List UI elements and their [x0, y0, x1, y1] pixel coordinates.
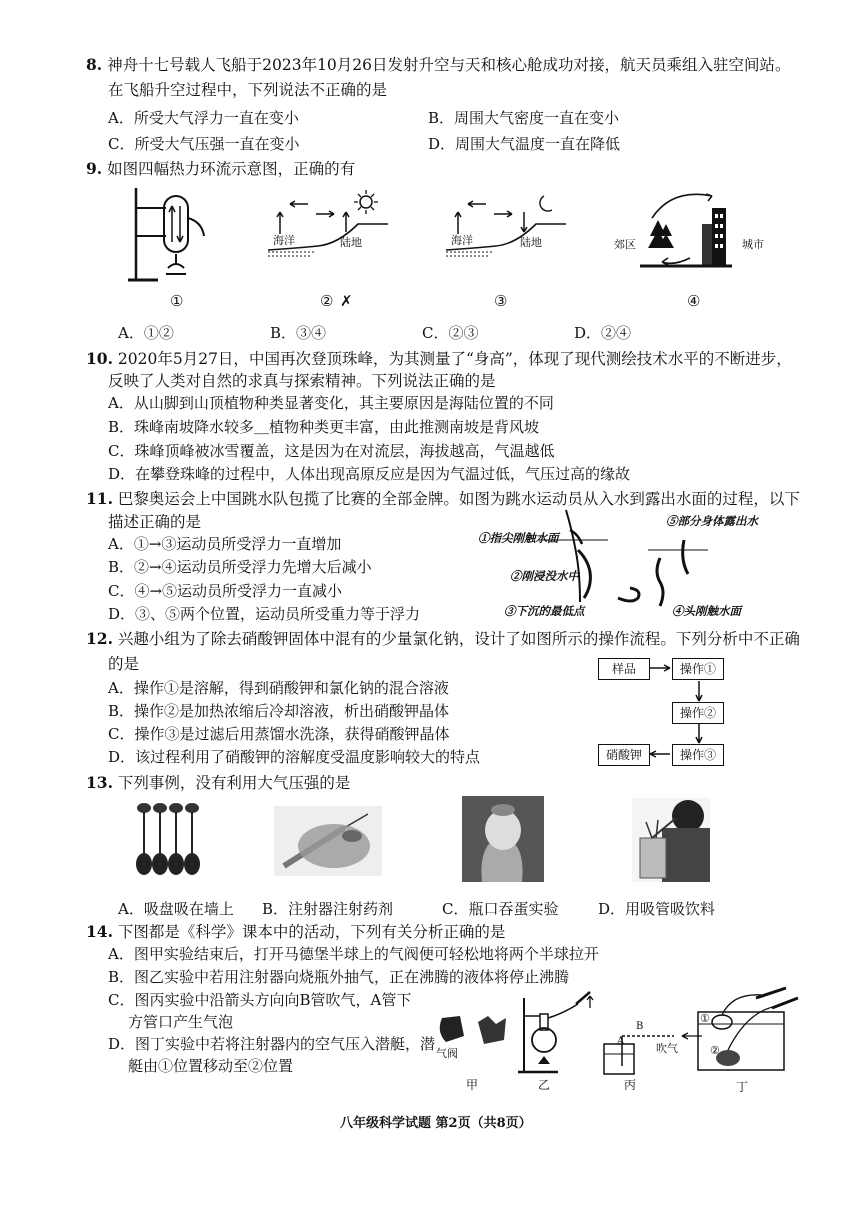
- q9-text: 9. 如图四幅热力环流示意图，正确的有: [86, 159, 356, 178]
- q14-option-d-cont: 艇由①位置移动至②位置: [128, 1057, 294, 1075]
- q13-syringe-image: [274, 806, 382, 876]
- q11-option-b: B．②→④运动员所受浮力先增大后减小: [108, 558, 372, 576]
- q11-label-3: ③下沉的最低点: [504, 604, 585, 618]
- q14-figure-ding: [688, 988, 798, 1074]
- q11-label-1: ①指尖刚触水面: [478, 531, 559, 545]
- q14-label-yi: 乙: [538, 1078, 551, 1092]
- q12-flow-op2: 操作②: [672, 702, 724, 724]
- q12-option-c: C．操作③是过滤后用蒸馏水洗涤，获得硝酸钾晶体: [108, 725, 450, 743]
- q12-flow-op3: 操作③: [672, 744, 724, 766]
- q11-label-4: ④头刚触水面: [672, 604, 741, 618]
- q9-fig4-label-city: 城市: [742, 238, 764, 251]
- q10-option-a: A．从山脚到山顶植物种类显著变化，其主要原因是海陆位置的不同: [108, 394, 554, 412]
- q9-option-c: C．②③: [422, 324, 479, 342]
- q14-label-valve: 气阀: [436, 1047, 458, 1060]
- page-footer: 八年级科学试题 第2页（共8页）: [340, 1116, 532, 1131]
- q9-cross-mark: ✗: [340, 292, 353, 310]
- q9-fig3-label-land: 陆地: [520, 236, 542, 249]
- q14-label-a: A: [617, 1036, 625, 1047]
- q9-figure-label-2: ②: [320, 292, 334, 310]
- q14-label-ding: 丁: [736, 1080, 749, 1094]
- q11-label-2: ②刚浸没水中: [510, 569, 579, 583]
- q9-fig2-label-land: 陆地: [340, 236, 362, 249]
- q12-flow-op1: 操作①: [672, 658, 724, 680]
- q14-label-b: B: [636, 1021, 644, 1032]
- q14-label-bing: 丙: [624, 1078, 637, 1092]
- q9-option-a: A．①②: [118, 324, 174, 342]
- q14-label-pos2: ②: [710, 1044, 720, 1057]
- q8-option-b: B．周围大气密度一直在变小: [428, 109, 620, 127]
- q9-fig3-label-ocean: 海洋: [451, 234, 473, 247]
- q12-option-b: B．操作②是加热浓缩后冷却溶液，析出硝酸钾晶体: [108, 702, 450, 720]
- q14-option-b: B．图乙实验中若用注射器向烧瓶外抽气，正在沸腾的液体将停止沸腾: [108, 968, 570, 986]
- q14-label-blow: 吹气: [656, 1042, 678, 1055]
- q10-option-c: C．珠峰顶峰被冰雪覆盖，这是因为在对流层，海拔越高，气温越低: [108, 442, 555, 460]
- q13-suction-cup-image: [134, 800, 204, 880]
- q12-flow-arrows: [596, 656, 736, 768]
- q14-option-c: C．图丙实验中沿箭头方向向B管吹气，A管下: [108, 991, 412, 1009]
- q13-egg-bottle-image: [462, 796, 544, 882]
- q9-figure-label-3: ③: [494, 292, 508, 310]
- q12-flow-product: 硝酸钾: [598, 744, 650, 766]
- q12-option-d: D．该过程利用了硝酸钾的溶解度受温度影响较大的特点: [108, 748, 481, 766]
- q14-label-jia: 甲: [466, 1078, 479, 1092]
- q13-option-a: A．吸盘吸在墙上: [118, 900, 234, 918]
- q9-figure-4: [612, 188, 752, 278]
- q11-option-a: A．①→③运动员所受浮力一直增加: [108, 535, 342, 553]
- q12-text: 12. 兴趣小组为了除去硝酸钾固体中混有的少量氯化钠，设计了如图所示的操作流程。下列分析中不正确: [86, 629, 800, 648]
- q12-text2: 的是: [108, 655, 140, 673]
- q11-label-5: ⑤部分身体露出水: [666, 514, 758, 528]
- q14-label-pos1: ①: [700, 1012, 710, 1025]
- q12-flow-sample: 样品: [598, 658, 650, 680]
- q8-text2: 在飞船升空过程中，下列说法不正确的是: [108, 81, 388, 99]
- q13-option-c: C．瓶口吞蛋实验: [442, 900, 559, 918]
- q12-option-a: A．操作①是溶解，得到硝酸钾和氯化钠的混合溶液: [108, 679, 449, 697]
- q9-fig2-label-ocean: 海洋: [273, 234, 295, 247]
- q11-text2: 描述正确的是: [108, 513, 202, 531]
- q13-option-d: D．用吸管吸饮料: [598, 900, 716, 918]
- q9-figure-label-4: ④: [687, 292, 701, 310]
- q13-text: 13. 下列事例，没有利用大气压强的是: [86, 773, 351, 792]
- q8-text: 8. 神舟十七号载人飞船于2023年10月26日发射升空与天和核心舱成功对接，航天员乘组入驻空间站。: [86, 55, 791, 74]
- q8-option-a: A．所受大气浮力一直在变小: [108, 109, 299, 127]
- q11-option-d: D．③、⑤两个位置，运动员所受重力等于浮力: [108, 605, 421, 623]
- q10-text: 10. 2020年5月27日，中国再次登顶珠峰，为其测量了“身高”，体现了现代测绘技术水平的不断进步，: [86, 349, 792, 368]
- q10-text2: 反映了人类对自然的求真与探索精神。下列说法正确的是: [108, 372, 496, 390]
- q9-figure-1: [128, 188, 218, 288]
- q11-text: 11. 巴黎奥运会上中国跳水队包揽了比赛的全部金牌。如图为跳水运动员从入水到露出水面的过程，以下: [86, 489, 800, 508]
- q14-option-d: D．图丁实验中若将注射器内的空气压入潜艇，潜: [108, 1035, 436, 1053]
- q14-option-a: A．图甲实验结束后，打开马德堡半球上的气阀便可轻松地将两个半球拉开: [108, 945, 599, 963]
- q10-option-b: B．珠峰南坡降水较多＿植物种类更丰富，由此推测南坡是背风坡: [108, 418, 540, 436]
- q8-option-c: C．所受大气压强一直在变小: [108, 135, 300, 153]
- q9-option-b: B．③④: [270, 324, 327, 342]
- q11-option-c: C．④→⑤运动员所受浮力一直减小: [108, 582, 343, 600]
- q9-fig4-label-suburb: 郊区: [614, 238, 636, 251]
- q14-text: 14. 下图都是《科学》课本中的活动，下列有关分析正确的是: [86, 922, 506, 941]
- q13-straw-image: [632, 798, 710, 882]
- q9-figure-label-1: ①: [170, 292, 184, 310]
- q10-option-d: D．在攀登珠峰的过程中，人体出现高原反应是因为气温过低，气压过高的缘故: [108, 465, 631, 483]
- q8-option-d: D．周围大气温度一直在降低: [428, 135, 621, 153]
- q14-figure-yi: [518, 988, 608, 1074]
- q13-option-b: B．注射器注射药剂: [262, 900, 394, 918]
- q14-option-c-cont: 方管口产生气泡: [128, 1013, 234, 1031]
- q9-option-d: D．②④: [574, 324, 632, 342]
